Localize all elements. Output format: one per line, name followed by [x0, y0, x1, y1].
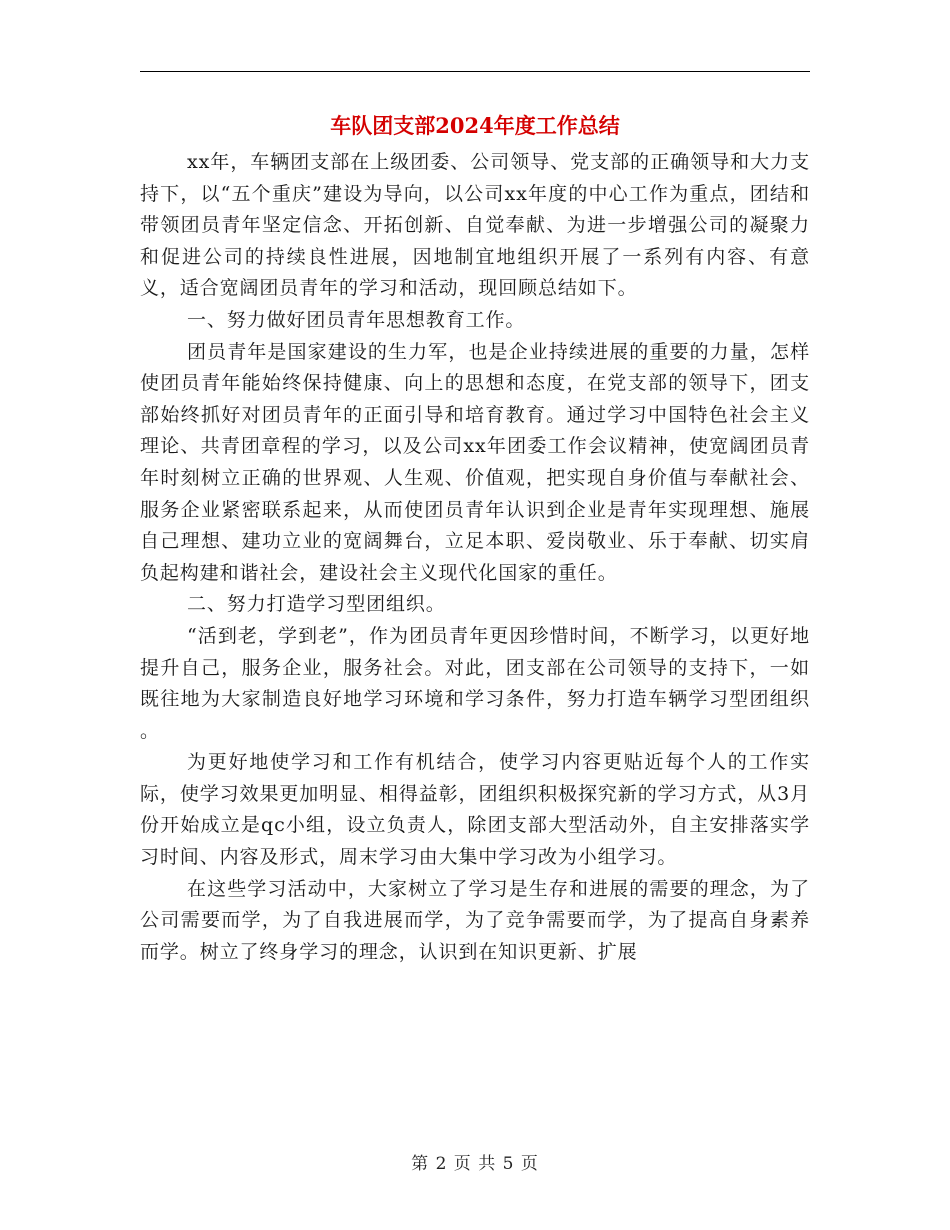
- paragraph-study-method: 为更好地使学习和工作有机结合，使学习内容更贴近每个人的工作实际，使学习效果更加明显、相得益彰，团组织积极探究新的学习方式，从3月份开始成立是qc小组，设立负责人，除团支部大型活动外，自主安排落实学习时间、内容及形式，周末学习由大集中学习改为小组学习。: [140, 751, 810, 869]
- document-title: 车队团支部2024年度工作总结: [330, 113, 620, 138]
- paragraph-learning: “活到老，学到老”，作为团员青年更因珍惜时间，不断学习，以更好地提升自己，服务企业，服务社会。对此，团支部在公司领导的支持下，一如既往地为大家制造良好地学习环境和学习条件，努力打造车辆学习型团组织 。: [140, 624, 810, 742]
- page-number-footer: 第 2 页 共 5 页: [411, 1154, 539, 1174]
- document-body: [140, 147, 810, 968]
- section-heading-2: 二、努力打造学习型团组织。: [187, 593, 446, 616]
- section-heading-1: 一、努力做好团员青年思想教育工作。: [187, 308, 526, 331]
- paragraph-intro: xx年，车辆团支部在上级团委、公司领导、党支部的正确领导和大力支持下，以“五个重庆”建设为导向，以公司xx年度的中心工作为重点，团结和带领团员青年坚定信念、开拓创新、自觉奉献、为进一步增强公司的凝聚力和促进公司的持续良性进展，因地制宜地组织开展了一系列有内容、有意义，适合宽阔团员青年的学习和活动，现回顾总结如下。: [140, 151, 810, 300]
- paragraph-study-results: 在这些学习活动中，大家树立了学习是生存和进展的需要的理念，为了公司需要而学，为了自我进展而学，为了竞争需要而学，为了提高自身素养而学。树立了终身学习的理念，认识到在知识更新、扩展: [140, 877, 810, 963]
- paragraph-ideology: 团员青年是国家建设的生力军，也是企业持续进展的重要的力量，怎样使团员青年能始终保持健康、向上的思想和态度，在党支部的领导下，团支部始终抓好对团员青年的正面引导和培育教育。通过学习中国特色社会主义理论、共青团章程的学习，以及公司xx年团委工作会议精神，使宽阔团员青年时刻树立正确的世界观、人生观、价值观，把实现自身价值与奉献社会、服务企业紧密联系起来，从而使团员青年认识到企业是青年实现理想、施展自己理想、建功立业的宽阔舞台，立足本职、爱岗敬业、乐于奉献、切实肩负起构建和谐社会，建设社会主义现代化国家的重任。: [140, 340, 810, 584]
- header-rule: [140, 71, 810, 72]
